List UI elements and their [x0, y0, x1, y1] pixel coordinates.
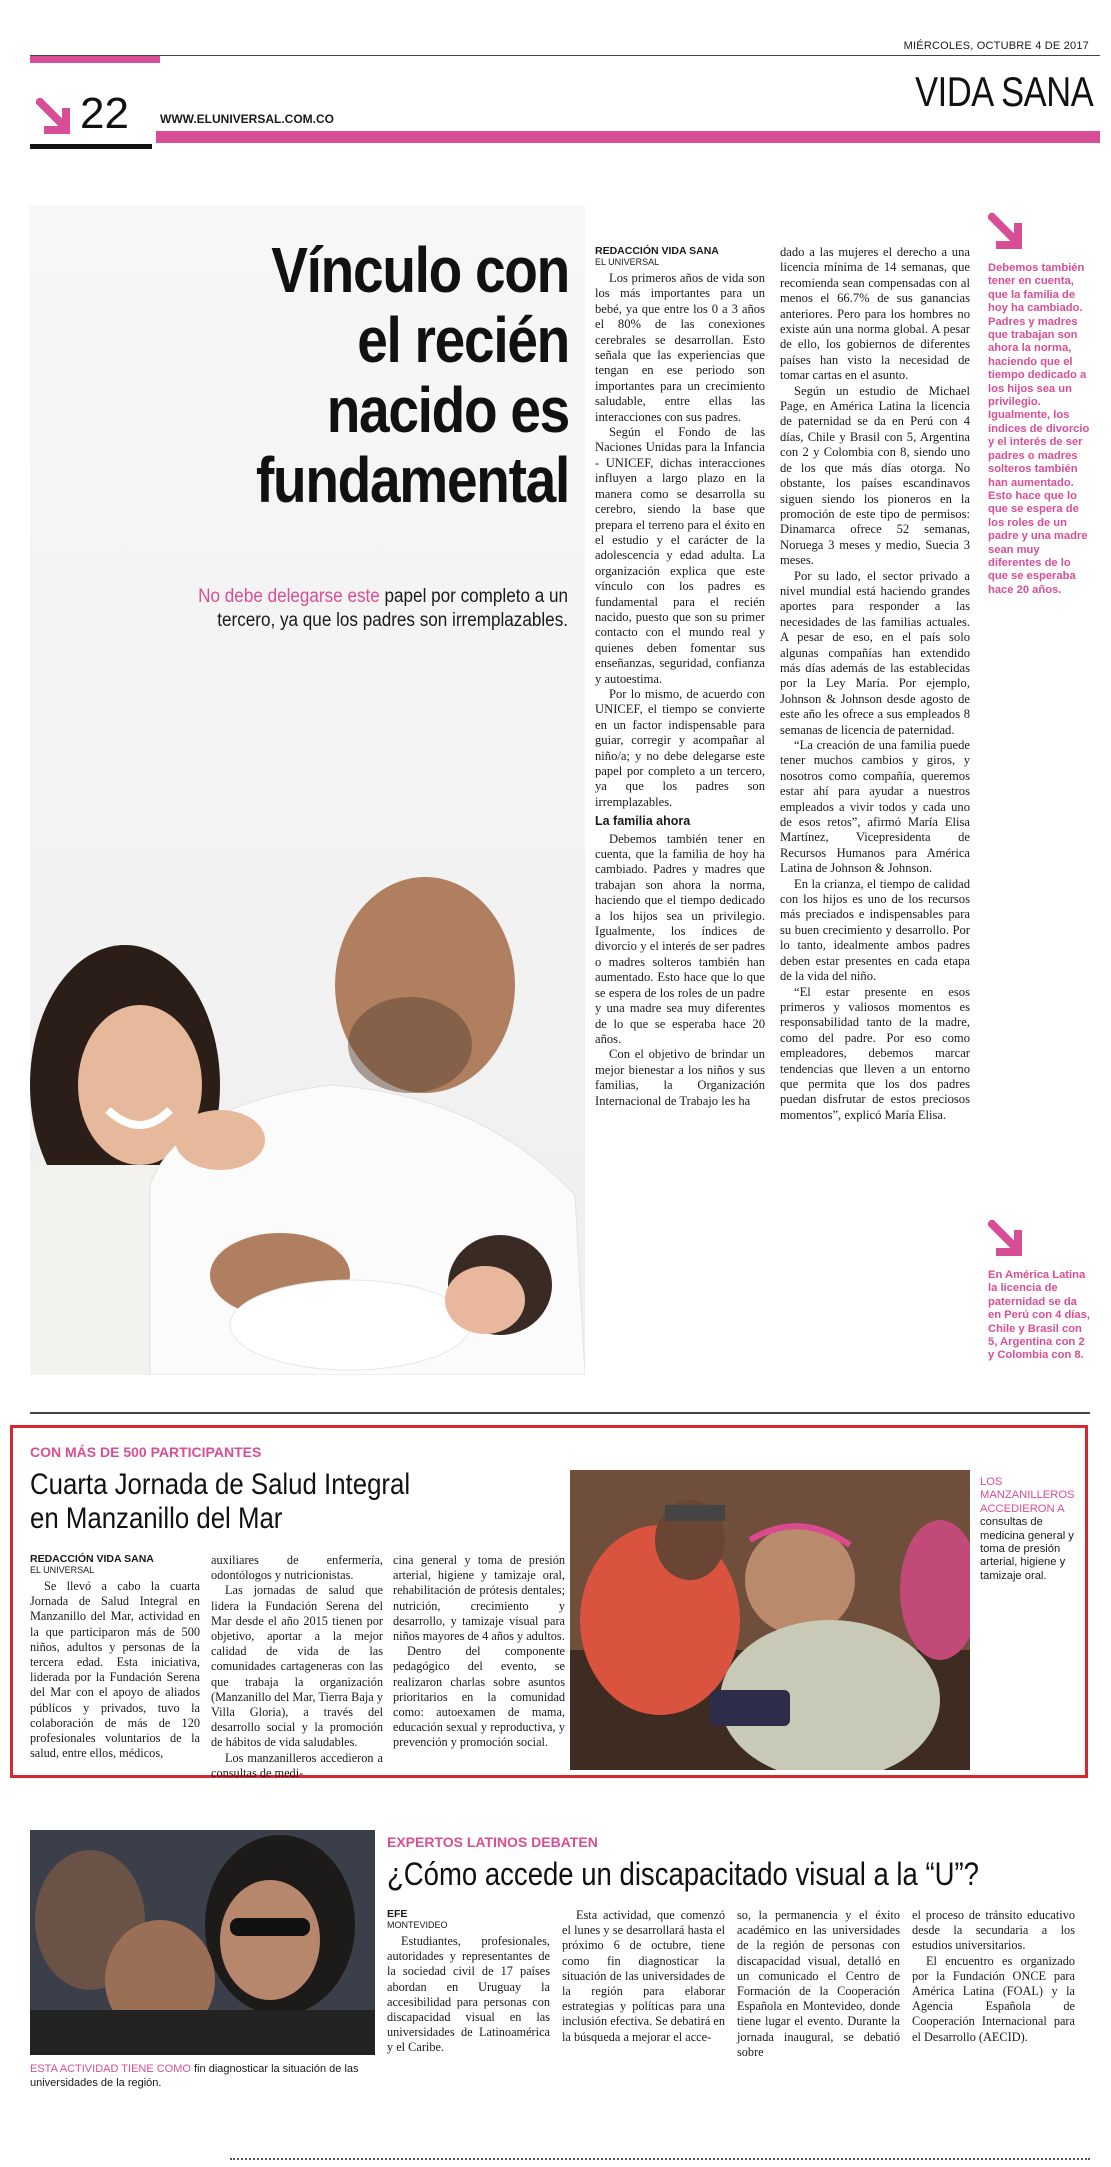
jornada-headline: [30, 1468, 512, 1536]
paragraph: Debemos también tener en cuenta, que la familia de hoy ha cambiado. Padres y madres que trabajan son ahora la norma, haciendo que el tiempo dedicado a los hijos sea un privilegio. Igualmente, los índices de divorcio y el interés de ser padres o madres solteros también han aumentado. Esto hace que lo que se espera de los roles de un padre y una madre sea muy diferentes de lo que se esperaba hace 20 años.: [595, 831, 765, 1046]
expertos-column-4: [912, 1908, 1075, 2045]
paragraph: Las jornadas de salud que lidera la Fundación Serena del Mar desde el año 2015 tienen por objetivo, aportar a la mejor calidad de vida de las comunidades cartageneras con las que trabaja la organización (Manzanillo del Mar, Tierra Baja y Villa Gloria), a través del desarrollo social y la promoción de hábitos de vida saludables.: [211, 1583, 383, 1750]
jornada-photo: [570, 1470, 970, 1770]
main-column-2: [780, 245, 970, 1123]
caption-highlight: LOS MANZANILLEROS ACCEDIERON A: [980, 1476, 1075, 1515]
sidebar-quote-text: Debemos también tener en cuenta, que la familia de hoy ha cambiado. Padres y madres que trabajan son ahora la norma, haciendo que el tiempo dedicado a los hijos sea un privilegio. Igualmente, los índices de divorcio y el interés de ser padres o madres solteros también han aumentado. Esto hace que lo que se espera de los roles de un padre y una madre sean muy diferentes de lo que se esperaba hace 20 años.: [988, 262, 1090, 596]
sidebar-quote-1: [988, 213, 1093, 597]
headline-line: Vínculo con: [271, 234, 569, 306]
paragraph: auxiliares de enfermería, odontólogos y nutricionistas.: [211, 1553, 383, 1583]
paragraph: dado a las mujeres el derecho a una licencia mínima de 14 semanas, que recomienda sean compensadas con al menos el 66.7% de sus ganancias anteriores. Pero para los hombres no existe aún una norma global. A pesar de ello, los gobiernos de diferentes países han visto la necesidad de tomar cartas en el asunto.: [780, 245, 970, 383]
paragraph: En la crianza, el tiempo de calidad con los hijos es uno de los recursos más preciados e indispensables para su buen crecimiento y desarrollo. Por lo tanto, idealmente ambos padres deben estar presentes en cada etapa de la vida del niño.: [780, 876, 970, 984]
dek-text: papel por completo a un tercero, ya que los padres son irremplazables.: [217, 586, 568, 631]
paragraph: Según un estudio de Michael Page, en América Latina la licencia de paternidad se da en Perú con 4 días, Chile y Brasil con 5, Argentina con 2 y Colombia con 8, siendo uno de los que más días otorga. No obstante, los países escandinavos siguen siendo los pioneros en la promoción de este tipo de permisos: Dinamarca ofrece 52 semanas, Noruega 3 meses y medio, Suecia 3 meses.: [780, 383, 970, 568]
main-article: [30, 205, 1090, 1375]
jornada-headline-line: en Manzanillo del Mar: [30, 1502, 283, 1535]
header-pink-tab: [30, 56, 160, 63]
headline-line: nacido es: [326, 374, 569, 446]
dek-highlight: No debe delegarse este: [198, 586, 380, 607]
paragraph: Los primeros años de vida son los más importantes para un bebé, ya que entre los 0 a 3 años el 80% de las conexiones cerebrales se desarrollan. Esto señala que las experiencias que tengan en ese periodo son importantes para un crecimiento saludable, entre ellas las interacciones con sus padres.: [595, 271, 765, 424]
paragraph: Por lo mismo, de acuerdo con UNICEF, el tiempo se convierte en un factor indispensable para guiar, corregir y acompañar al niño/a; y no debe delegarse este papel por completo a un tercero, ya que los padres son irremplazables.: [595, 686, 765, 809]
header-date: MIÉRCOLES, OCTUBRE 4 DE 2017: [903, 40, 1089, 52]
arrow-down-right-icon: [36, 98, 76, 138]
arrow-down-right-icon: [988, 1220, 1028, 1260]
expertos-article: [30, 1830, 1090, 2130]
main-byline-outlet: EL UNIVERSAL: [595, 257, 660, 267]
paragraph: Según el Fondo de las Naciones Unidas para la Infancia - UNICEF, dichas interacciones influyen a largo plazo en la manera como se desarrolla su cerebro, siendo la base que prepara el terreno para el éxito en el estudio y el carácter de la adolescencia y edad adulta. La organización explica que este vínculo con los padres es fundamental para el recién nacido, puesto que son su primer contacto con el mundo real y quienes deben fomentar sus enseñanzas, seguridad, confianza y autoestima.: [595, 425, 765, 686]
page-number-underline: [30, 144, 152, 149]
jornada-caption: [980, 1476, 1080, 1583]
paragraph: Con el objetivo de brindar un mejor bienestar a los niños y sus familias, la Organización Internacional de Trabajo les ha: [595, 1047, 765, 1108]
jornada-column-1: [30, 1553, 200, 1761]
paragraph: Los manzanilleros accedieron a consultas de medi-: [211, 1750, 383, 1780]
paragraph: so, la permanencia y el éxito académico en las universidades de la región de personas con discapacidad visual, detalló en un comunicado el Centro de Formación de la Cooperación Española en Montevideo, donde tiene lugar el evento. Durante la jornada inaugural, se debatió sobre: [737, 1908, 900, 2059]
jornada-box: [10, 1425, 1088, 1778]
expertos-dateline: MONTEVIDEO: [387, 1920, 448, 1930]
jornada-byline: REDACCIÓN VIDA SANA: [30, 1553, 154, 1565]
jornada-kicker: CON MÁS DE 500 PARTICIPANTES: [30, 1444, 262, 1460]
website-link[interactable]: WWW.ELUNIVERSAL.COM.CO: [160, 112, 334, 126]
caption-text: consultas de medicina general y toma de presión arterial, higiene y tamizaje oral.: [980, 1516, 1074, 1582]
paragraph: Por su lado, el sector privado a nivel mundial está haciendo grandes aportes para responder a las necesidades de las familias actuales. A pesar de eso, en el país solo algunas compañías han extendido más días además de las establecidas por la Ley María. Por ejemplo, Johnson & Johnson desde agosto de este año les ofrece a sus empleados 8 semanas de licencia de paternidad.: [780, 568, 970, 737]
jornada-column-3: [393, 1553, 565, 1751]
bottom-dotted-rule: [230, 2158, 1090, 2160]
paragraph: “La creación de una familia puede tener muchos cambios y giros, y nosotros como compañía, queremos estar ahí para ayudar a nuestros empleados a vivir todos y cada uno de esos retos”, afirmó María Elisa Martínez, Vicepresidenta de Recursos Humanos para América Latina de Johnson & Johnson.: [780, 738, 970, 876]
expertos-column-2: [562, 1908, 725, 2045]
section-title: VIDA SANA: [914, 68, 1093, 115]
sidebar-quote-2: [988, 1220, 1093, 1363]
arrow-down-right-icon: [988, 213, 1028, 253]
sidebar-quote-text: En América Latina la licencia de paternidad se da en Perú con 4 días, Chile y Brasil con 5, Argentina con 2 y Colombia con 8.: [988, 1269, 1090, 1362]
expertos-byline: EFE: [387, 1908, 408, 1920]
section-pink-rule: [156, 131, 1100, 143]
header-top-rule: [30, 55, 1100, 56]
paragraph: Estudiantes, profesionales, autoridades y representantes de la sociedad civil de 17 países abordan en Uruguay la accesibilidad para personas con discapacidad visual en las universidades de Latinoamérica y el Caribe.: [387, 1934, 550, 2055]
paragraph: Se llevó a cabo la cuarta Jornada de Salud Integral en Manzanillo del Mar, actividad en la que participaron más de 500 niños, adultos y personas de la tercera edad. Esta iniciativa, liderada por la Fundación Serena del Mar con el apoyo de aliados públicos y privados, tuvo la colaboración de más de 120 profesionales voluntarios de la salud, entre ellos, médicos,: [30, 1579, 200, 1761]
visually-impaired-illustration: [30, 1830, 375, 2055]
headline-line: fundamental: [255, 444, 569, 516]
paragraph: Esta actividad, que comenzó el lunes y se desarrollará hasta el próximo 6 de octubre, tiene como fin diagnosticar la situación de las universidades de la región para elaborar estrategias y políticas para una inclusión efectiva. Se debatirá en la búsqueda a mejorar el acce-: [562, 1908, 725, 2044]
page-number: 22: [80, 89, 129, 138]
section-divider: [30, 1412, 1090, 1414]
expertos-column-1: [387, 1908, 550, 2056]
page-number-block: [30, 89, 152, 150]
jornada-byline-outlet: EL UNIVERSAL: [30, 1565, 95, 1575]
jornada-headline-line: Cuarta Jornada de Salud Integral: [30, 1468, 411, 1501]
expertos-photo: [30, 1830, 375, 2055]
expertos-headline: ¿Cómo accede un discapacitado visual a la “U”?: [387, 1856, 979, 1892]
caption-highlight: ESTA ACTIVIDAD TIENE COMO: [30, 2063, 191, 2075]
expertos-column-3: [737, 1908, 900, 2060]
paragraph: Dentro del componente pedagógico del evento, se realizaron charlas sobre asuntos prioritarios en la comunidad como: autoexamen de mama, educación sexual y reproductiva, y prevención y promoción social.: [393, 1644, 565, 1750]
jornada-column-2: [211, 1553, 383, 1781]
main-byline: REDACCIÓN VIDA SANA: [595, 245, 719, 257]
main-photo: [30, 205, 585, 1375]
headline-line: el recién: [357, 304, 569, 376]
expertos-kicker: EXPERTOS LATINOS DEBATEN: [387, 1834, 598, 1850]
caption-text: fin diagnosticar la situación de las universidades de la región.: [30, 2063, 359, 2089]
paragraph: cina general y toma de presión arterial, higiene y tamizaje oral, rehabilitación de prótesis dentales; nutrición, crecimiento y desarrollo, y tamizaje visual para niños mayores de 4 años y adultos.: [393, 1553, 565, 1644]
main-dek: [138, 585, 568, 633]
expertos-caption: [30, 2062, 375, 2090]
paragraph: el proceso de tránsito educativo desde la secundaria a los estudios universitarios.: [912, 1908, 1075, 1953]
subhead: La familia ahora: [595, 814, 691, 829]
paragraph: El encuentro es organizado por la Fundación ONCE para América Latina (FOAL) y la Agencia Española de Cooperación Internacional para el Desarrollo (AECID).: [912, 1953, 1075, 2044]
paragraph: “El estar presente en esos primeros y valiosos momentos es responsabilidad tanto de la madre, como del padre. Por eso como empleadores, debemos marcar tendencias que lleven a un entorno que permita que los dos padres puedan disfrutar de estos preciosos momentos”, explicó María Elisa.: [780, 984, 970, 1122]
main-headline: [256, 235, 569, 515]
health-check-illustration: [570, 1470, 970, 1770]
main-column-1: [595, 245, 765, 1109]
